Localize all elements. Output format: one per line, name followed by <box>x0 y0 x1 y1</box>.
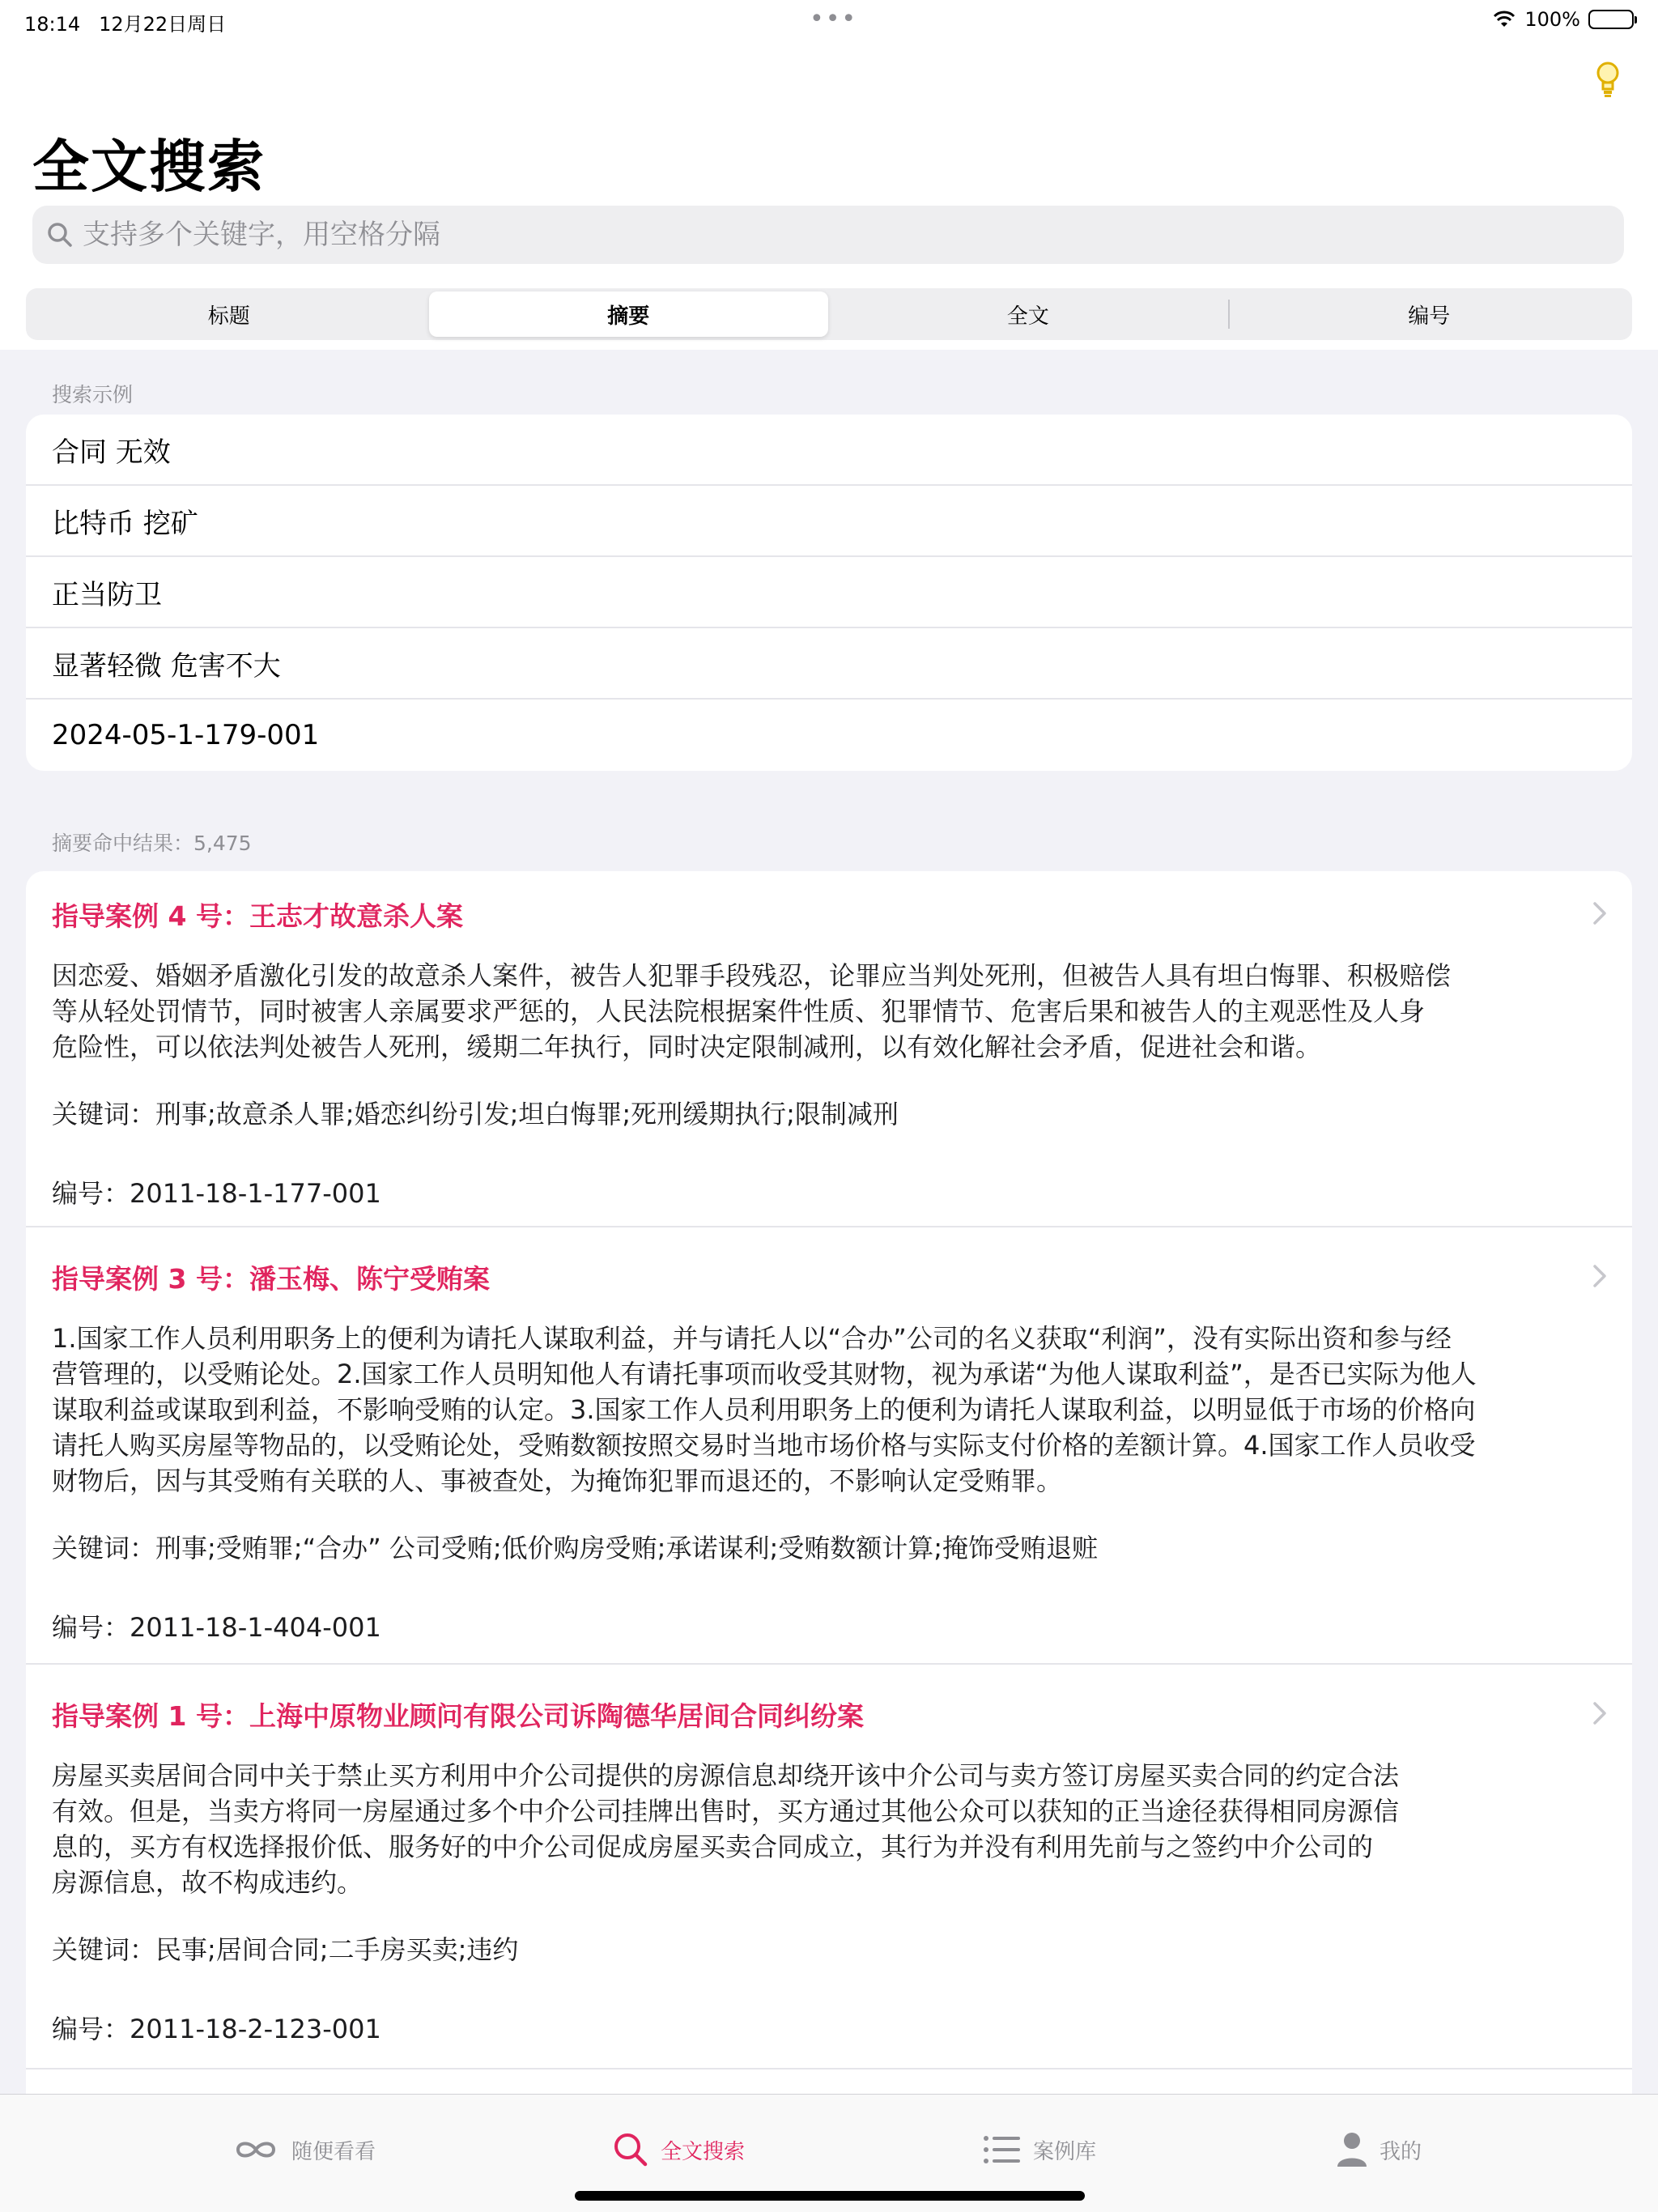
summary-line: 1.国家工作人员利用职务上的便利为请托人谋取利益，并与请托人以“合办”公司的名义获取“利润”，没有实际出资和参与经 <box>52 1323 1452 1354</box>
result-item[interactable] <box>26 1665 1632 2069</box>
result-title[interactable]: 指导案例 1 号：上海中原物业顾问有限公司诉陶德华居间合同纠纷案 <box>52 1700 864 1732</box>
tab-label: 全文搜索 <box>661 2139 746 2164</box>
summary-line: 房屋买卖居间合同中关于禁止买方利用中介公司提供的房源信息却绕开该中介公司与卖方签订房屋买卖合同的约定合法 <box>52 1760 1400 1791</box>
result-title[interactable]: 指导案例 3 号：潘玉梅、陈宁受贿案 <box>52 1263 490 1295</box>
search-icon <box>612 2131 649 2168</box>
summary-line: 等从轻处罚情节，同时被害人亲属要求严惩的，人民法院根据案件性质、犯罪情节、危害后果和被告人的主观恶性及人身 <box>52 996 1426 1027</box>
example-item[interactable]: 比特币 挖矿 <box>26 486 1632 557</box>
tab-label: 我的 <box>1380 2139 1422 2164</box>
example-item[interactable]: 正当防卫 <box>26 557 1632 628</box>
result-keywords: 关键词：刑事;故意杀人罪;婚恋纠纷引发;坦白悔罪;死刑缓期执行;限制减刑 <box>52 1099 899 1129</box>
summary-line: 营管理的，以受贿论处。2.国家工作人员明知他人有请托事项而收受其财物，视为承诺“为他人谋取利益”，是否已实际为他人 <box>52 1359 1477 1389</box>
home-indicator[interactable] <box>575 2191 1085 2201</box>
search-icon <box>45 220 74 249</box>
status-indicators <box>1492 8 1634 31</box>
chevron-right-icon <box>1592 1263 1608 1289</box>
result-summary <box>52 958 1561 1065</box>
result-summary <box>52 1321 1561 1499</box>
result-item[interactable] <box>26 1227 1632 1665</box>
summary-line: 有效。但是，当卖方将同一房屋通过多个中介公司挂牌出售时，买方通过其他公众可以获知的正当途径获得相同房源信 <box>52 1796 1400 1827</box>
multitasking-dots-icon[interactable]: ••• <box>810 5 858 33</box>
segment-summary[interactable]: 摘要 <box>429 291 829 337</box>
segment-title[interactable]: 标题 <box>207 304 250 329</box>
chevron-right-icon <box>1592 900 1608 926</box>
results-list <box>26 871 1632 2095</box>
result-keywords: 关键词：民事;居间合同;二手房买卖;违约 <box>52 1934 519 1965</box>
segment-number[interactable]: 编号 <box>1408 304 1451 329</box>
summary-line: 房源信息，故不构成违约。 <box>52 1867 363 1898</box>
tab-fulltext-search[interactable] <box>612 2127 745 2172</box>
result-summary <box>52 1758 1561 1900</box>
search-input[interactable] <box>83 219 1540 251</box>
result-item[interactable] <box>26 871 1632 1227</box>
summary-line: 财物后，因与其受贿有关联的人、事被查处，为掩饰犯罪而退还的，不影响认定受贿罪。 <box>52 1465 1063 1496</box>
wifi-icon <box>1492 11 1516 28</box>
example-item[interactable]: 显著轻微 危害不大 <box>26 628 1632 700</box>
search-scope-segmented-control[interactable] <box>26 288 1632 340</box>
result-number: 编号：2011-18-1-177-001 <box>52 1178 381 1209</box>
tab-label: 案例库 <box>1033 2139 1097 2164</box>
examples-list <box>26 415 1632 771</box>
summary-line: 谋取利益或谋取到利益，不影响受贿的认定。3.国家工作人员利用职务上的便利为请托人谋取利益，以明显低于市场的价格向 <box>52 1394 1476 1425</box>
summary-line: 因恋爱、婚姻矛盾激化引发的故意杀人案件，被告人犯罪手段残忍，论罪应当判处死刑，但被告人具有坦白悔罪、积极赔偿 <box>52 960 1452 991</box>
examples-header: 搜索示例 <box>52 383 134 406</box>
tab-case-library[interactable] <box>983 2127 1096 2172</box>
summary-line: 危险性，可以依法判处被告人死刑，缓期二年执行，同时决定限制减刑，以有效化解社会矛盾，促进社会和谐。 <box>52 1032 1322 1062</box>
chevron-right-icon <box>1592 1700 1608 1726</box>
header-area <box>0 0 1658 350</box>
status-time <box>24 8 226 36</box>
summary-line: 息的，买方有权选择报价低、服务好的中介公司促成房屋买卖合同成立，其行为并没有利用先前与之签约中介公司的 <box>52 1831 1374 1862</box>
battery-icon <box>1588 10 1634 29</box>
result-number: 编号：2011-18-2-123-001 <box>52 2014 381 2044</box>
search-bar[interactable] <box>32 206 1624 264</box>
segment-fulltext[interactable]: 全文 <box>1006 304 1049 329</box>
battery-percent: 100% <box>1524 8 1580 31</box>
tab-label: 随便看看 <box>291 2139 376 2164</box>
status-clock: 18:14 <box>24 13 81 36</box>
summary-line: 请托人购买房屋等物品的，以受贿论处，受贿数额按照交易时当地市场价格与实际支付价格的差额计算。4.国家工作人员收受 <box>52 1430 1476 1461</box>
person-icon <box>1336 2131 1368 2168</box>
status-date: 12月22日周日 <box>99 13 227 36</box>
results-header: 摘要命中结果：5,475 <box>52 832 252 855</box>
example-item[interactable]: 合同 无效 <box>26 415 1632 486</box>
example-item[interactable]: 2024-05-1-179-001 <box>52 719 320 751</box>
result-title[interactable]: 指导案例 4 号：王志才故意杀人案 <box>52 900 463 932</box>
lightbulb-icon[interactable] <box>1592 60 1624 99</box>
page-title: 全文搜索 <box>32 134 266 200</box>
result-number: 编号：2011-18-1-404-001 <box>52 1612 381 1643</box>
tab-profile[interactable] <box>1336 2127 1422 2172</box>
list-icon <box>983 2133 1022 2166</box>
tab-browse[interactable] <box>232 2127 376 2172</box>
result-keywords: 关键词：刑事;受贿罪;“合办” 公司受贿;低价购房受贿;承诺谋利;受贿数额计算;掩饰受贿退赃 <box>52 1533 1099 1563</box>
infinity-icon <box>232 2137 280 2163</box>
status-bar <box>0 0 1658 39</box>
